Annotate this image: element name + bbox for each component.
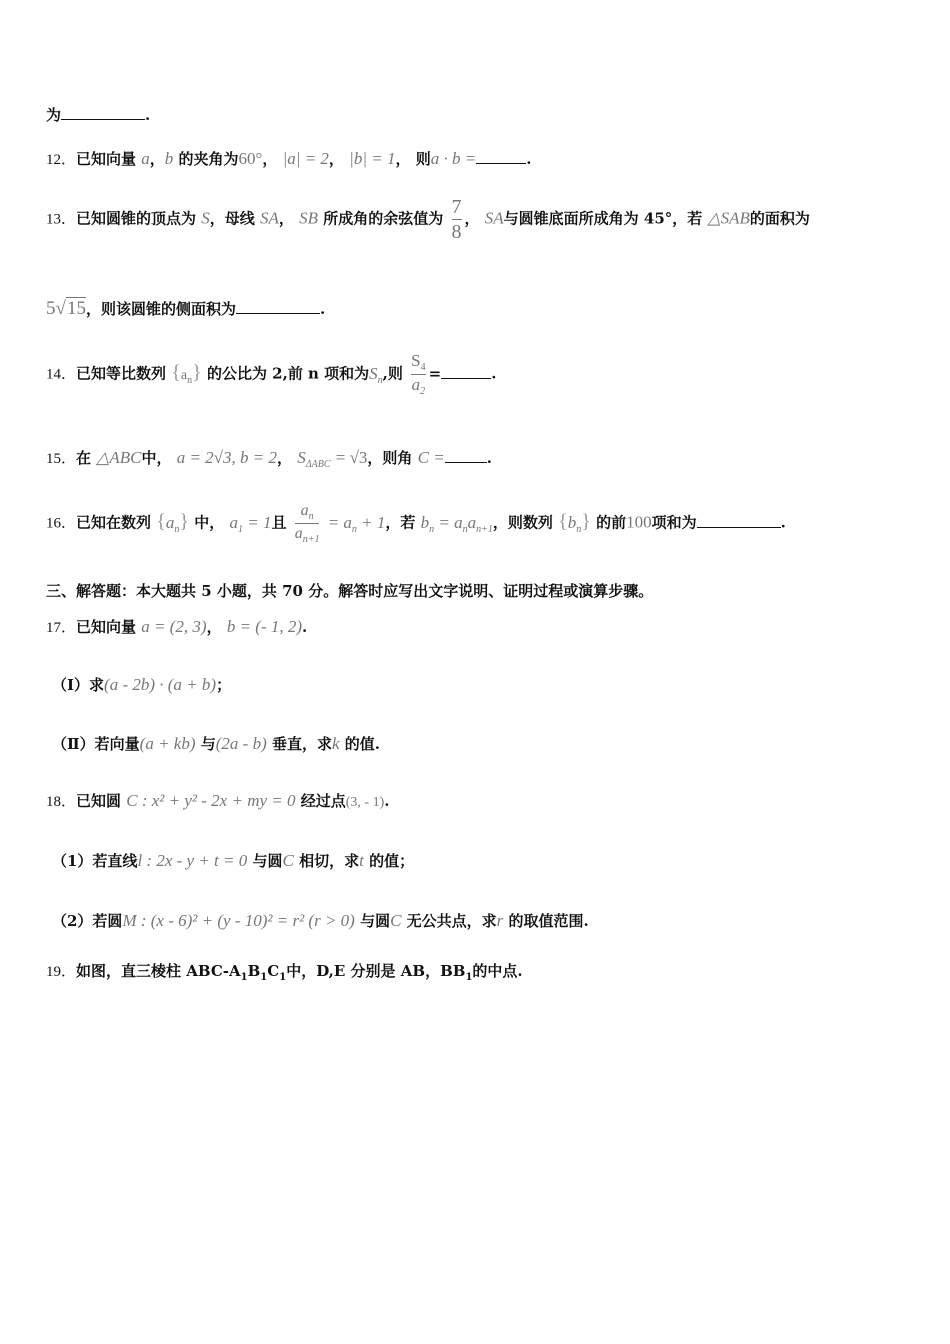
question-number: 12．: [46, 152, 77, 168]
comma: ，: [206, 618, 222, 636]
question-14: [46, 352, 496, 397]
a-letter: a: [300, 502, 309, 519]
ratio-fraction: [411, 352, 425, 397]
recurrence-rhs: [327, 512, 386, 535]
question-13-cont: [46, 298, 325, 320]
q16-text: 已知在数列: [76, 513, 152, 532]
circle-c: C: [282, 851, 294, 870]
question-number: 14．: [46, 366, 77, 383]
q12-text: 则: [415, 150, 431, 168]
q18-text: 已知圆: [76, 792, 122, 810]
fraction-bar: [452, 219, 462, 220]
variable-r: r: [496, 911, 504, 930]
s-letter: S: [411, 351, 421, 370]
circle-c: C: [390, 911, 402, 930]
subscript: 1: [465, 972, 473, 983]
q18-text: 无公共点，求: [406, 912, 497, 930]
brace-right: }: [581, 510, 591, 533]
subscript: 4: [420, 362, 426, 373]
first-term: [229, 512, 272, 535]
q17-text: 的值.: [344, 735, 380, 753]
subscript: 1: [240, 972, 248, 983]
side-values: a = 2√3, b = 2: [176, 448, 277, 467]
period: .: [319, 300, 326, 318]
s-letter: S: [297, 448, 306, 467]
q18-text: 与圆: [360, 912, 391, 930]
triangle-sab: △SAB: [707, 208, 750, 228]
q15-text: ，则角: [367, 449, 413, 467]
line-sa: SA: [260, 208, 279, 228]
q18-text: 经过点: [300, 792, 346, 810]
question-number: 13．: [46, 211, 77, 228]
part-label: （1）若直线: [52, 852, 138, 870]
subscript: n: [429, 523, 435, 535]
area-symbol: [297, 448, 331, 470]
sn-letter: S: [369, 363, 378, 383]
recurrence-fraction: [295, 502, 320, 545]
period: .: [526, 150, 532, 168]
question-15: [46, 447, 492, 470]
q16-text: ，则数列: [492, 513, 553, 532]
question-16: [46, 502, 786, 545]
variable-t: t: [359, 851, 364, 870]
line-sa: SA: [484, 208, 504, 228]
q13-text: 的面积为: [749, 209, 810, 228]
q14-text: ,则: [382, 364, 403, 383]
semicolon: ；: [216, 676, 232, 694]
line-l-equation: l : 2x - y + t = 0: [137, 851, 248, 870]
question-number: 18．: [46, 794, 77, 810]
vertex-s: S: [201, 208, 210, 228]
abs-b: |b| = 1: [349, 149, 396, 168]
q11-tail: [46, 104, 150, 125]
q18-text: 的取值范围.: [508, 912, 589, 930]
q18-text: 与圆: [252, 852, 283, 870]
b-letter: b: [567, 512, 577, 532]
equals: =: [428, 364, 442, 383]
subscript: n: [576, 523, 582, 535]
period: .: [384, 792, 390, 810]
term-count: 100: [626, 512, 652, 532]
question-18: [46, 790, 389, 811]
area-coefficient: 5: [46, 298, 56, 319]
period: .: [491, 364, 497, 383]
area-radicand: 15: [66, 298, 86, 319]
area-value: = √3: [335, 448, 368, 467]
fraction-denominator: [295, 525, 320, 545]
angle-value: 60°: [238, 149, 263, 168]
subscript: ΔABC: [305, 459, 331, 470]
question-number: 19．: [46, 964, 77, 980]
q17-text: 垂直，求: [271, 735, 332, 753]
abs-a: |a| = 2: [282, 149, 329, 168]
sequence-an: [165, 512, 180, 535]
vector-a: a: [141, 149, 150, 168]
fraction-numerator: 7: [451, 196, 462, 218]
question-number: 15．: [46, 451, 77, 467]
bn-eq: = a: [438, 512, 463, 532]
a-letter: a: [294, 525, 303, 542]
brace-left: {: [156, 510, 166, 533]
subscript: 2: [420, 386, 426, 397]
q13-text: 与圆锥底面所成角为 45°，若: [503, 209, 703, 228]
fraction-bar: [295, 523, 320, 524]
subscript: n: [351, 523, 357, 535]
q17-text: 已知向量: [76, 618, 137, 636]
question-18-part-2: [52, 910, 589, 931]
subscript: n: [377, 374, 383, 386]
comma: ，: [149, 150, 165, 168]
answer-blank[interactable]: [236, 299, 320, 314]
answer-blank[interactable]: [445, 448, 487, 463]
fraction-denominator: 8: [451, 221, 462, 243]
q14-text: 已知等比数列: [76, 364, 167, 383]
q13-text: ，母线: [209, 209, 255, 228]
part-label: （Ⅰ）求: [52, 676, 105, 694]
area-value: 5√15: [46, 298, 86, 319]
part-1-expression: (a - 2b) · (a + b): [104, 675, 217, 694]
comma: ，: [395, 150, 411, 168]
brace-left: {: [558, 510, 568, 533]
sequence-bn: [567, 512, 582, 535]
q17-text: 与: [200, 735, 216, 753]
q15-text: 中，: [141, 449, 172, 467]
q11-end: .: [145, 106, 151, 124]
comma: ，: [262, 150, 278, 168]
angle-c: C =: [417, 448, 445, 467]
vector-a-plus-kb: (a + kb): [139, 734, 196, 753]
q13-text: 已知圆锥的顶点为: [76, 209, 197, 228]
cos-fraction: [452, 196, 462, 243]
seq-letter: a: [180, 367, 188, 383]
comma: ，: [328, 150, 344, 168]
q19-text: 如图，直三棱柱 ABC-A: [76, 962, 241, 980]
q13-text: ，则该圆锥的侧面积为: [85, 300, 236, 318]
dot-product: a · b =: [430, 149, 477, 168]
q16-text: 项和为: [651, 513, 697, 532]
triangle-abc: △ABC: [96, 448, 142, 467]
question-17-part-1: [52, 674, 231, 695]
question-number: 16．: [46, 515, 77, 532]
vector-b-value: b = (- 1, 2): [226, 617, 303, 636]
answer-blank[interactable]: [697, 513, 781, 528]
fraction-numerator: [411, 352, 425, 373]
question-12: [46, 148, 531, 169]
period: .: [780, 513, 786, 532]
subscript: 1: [279, 972, 287, 983]
q13-text: 所成角的余弦值为: [323, 209, 444, 228]
b-letter: b: [420, 512, 430, 532]
vector-a-value: a = (2, 3): [141, 617, 207, 636]
bn-definition: [420, 512, 493, 535]
brace-right: }: [179, 510, 189, 533]
seq-letter: a: [165, 512, 175, 532]
sum-sn: [369, 363, 383, 386]
subscript: 1: [237, 523, 243, 535]
circle-m-equation: M : (x - 6)² + (y - 10)² = r² (r > 0): [122, 911, 355, 930]
part-label: （Ⅱ）若向量: [52, 735, 140, 753]
q16-text: 的前: [596, 513, 627, 532]
q11-prefix: 为: [46, 106, 62, 124]
part-label: （2）若圆: [52, 912, 123, 930]
question-17: [46, 616, 307, 637]
period: .: [486, 449, 492, 467]
point-value: (3, - 1): [345, 795, 385, 810]
a-letter: a: [411, 375, 421, 394]
q18-text: 的值；: [369, 852, 415, 870]
sequence-an: [180, 367, 193, 386]
variable-k: k: [331, 734, 340, 753]
q19-text: B: [247, 962, 261, 980]
comma: ，: [464, 209, 480, 228]
vector-b: b: [164, 149, 174, 168]
brace-right: }: [192, 361, 202, 384]
vector-2a-minus-b: (2a - b): [215, 734, 267, 753]
question-18-part-1: [52, 850, 414, 871]
subscript: n: [174, 523, 180, 535]
fraction-numerator: [301, 502, 314, 522]
q19-text: 中，D,E 分别是 AB，BB: [286, 962, 466, 980]
answer-blank[interactable]: [476, 149, 526, 164]
period: .: [302, 618, 308, 636]
q19-text: C: [267, 962, 280, 980]
question-13: [46, 196, 810, 243]
comma: ，: [278, 209, 294, 228]
subscript: n+1: [476, 523, 493, 535]
q16-text: 且: [271, 513, 287, 532]
q16-text: 中，: [194, 513, 225, 532]
subscript: n: [308, 511, 314, 522]
subscript: n: [462, 523, 468, 535]
q15-text: 在: [76, 449, 92, 467]
answer-blank[interactable]: [61, 105, 145, 120]
q18-text: 相切，求: [299, 852, 360, 870]
q12-text: 已知向量: [76, 150, 137, 168]
question-17-part-2: [52, 733, 380, 754]
q19-text: 的中点.: [472, 962, 523, 980]
question-number: 17．: [46, 620, 77, 636]
subscript: 1: [260, 972, 268, 983]
answer-blank[interactable]: [441, 364, 491, 379]
rhs-a: = a: [327, 512, 352, 532]
first-term-value: = 1: [247, 512, 272, 532]
a-letter: a: [467, 512, 477, 532]
comma: ，: [276, 449, 292, 467]
subscript: n+1: [302, 534, 320, 545]
rhs-plus-one: + 1: [361, 512, 386, 532]
section-heading: 三、解答题：本大题共 5 小题，共 70 分。解答时应写出文字说明、证明过程或演算步骤。: [46, 582, 654, 600]
q14-text: 的公比为 2,前 n 项和为: [206, 364, 370, 383]
a-letter: a: [229, 512, 238, 532]
line-sb: SB: [299, 208, 319, 228]
q16-text: ，若: [385, 513, 416, 532]
circle-c-equation: C : x² + y² - 2x + my = 0: [126, 791, 296, 810]
subscript: n: [187, 374, 193, 386]
question-19: [46, 960, 523, 983]
fraction-denominator: [412, 376, 426, 397]
brace-left: {: [171, 361, 181, 384]
q12-text: 的夹角为: [178, 150, 239, 168]
